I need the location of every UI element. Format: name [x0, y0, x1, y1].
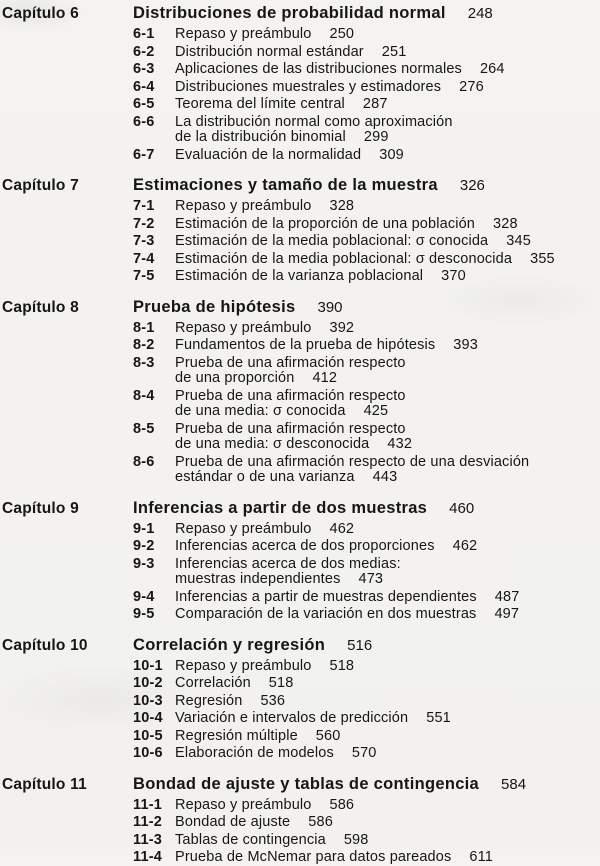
section-number: 11-3: [133, 831, 163, 848]
section-page-number: 570: [351, 745, 377, 761]
section-number: 7-2: [133, 215, 155, 232]
section-title-line: Comparación de la variación en dos muestras: [175, 606, 477, 622]
section-number: 10-6: [133, 745, 163, 761]
toc-section-row: [2, 321, 600, 337]
chapter-heading: [2, 636, 600, 655]
toc-section-row: [2, 27, 600, 43]
chapter-heading-text: [133, 4, 493, 23]
section-number: 8-1: [133, 319, 155, 336]
toc-section-row: [2, 694, 600, 710]
section-title-line: Prueba de una afirmación respecto de una desviación: [175, 453, 530, 470]
section-number: 9-4: [133, 588, 155, 605]
toc-section-row: [2, 80, 600, 96]
section-title-line: Teorema del límite central: [175, 96, 345, 112]
section-title-line: Prueba de McNemar para datos pareados: [175, 849, 452, 865]
section-title: [175, 539, 477, 555]
section-title: [175, 746, 377, 762]
toc-section-row: [2, 252, 600, 268]
section-number: 8-4: [133, 387, 155, 404]
section-title: [175, 269, 466, 285]
section-number: 8-5: [133, 420, 155, 437]
section-title: [175, 711, 451, 727]
chapter-label: Capítulo 8: [2, 298, 79, 316]
section-number: 10-2: [133, 675, 163, 691]
section-title: [175, 522, 354, 538]
section-number: 11-4: [133, 849, 163, 865]
toc-section-row: [2, 676, 600, 692]
section-title-line: Variación e intervalos de predicción: [175, 710, 409, 726]
section-page-number: 560: [315, 727, 341, 744]
section-title: [175, 97, 388, 113]
section-title-line: de la distribución binomial: [175, 129, 346, 145]
section-number: 6-2: [133, 43, 155, 60]
chapter-title: Correlación y regresión: [133, 635, 326, 654]
section-title-line: de una media: σ conocida: [175, 403, 346, 419]
section-number: 9-3: [133, 555, 155, 572]
chapter-heading: [2, 298, 600, 317]
chapter-title: Inferencias a partir de dos muestras: [133, 498, 428, 517]
toc-section-row: [2, 539, 600, 555]
chapter-page-number: 390: [317, 298, 343, 316]
section-number: 7-5: [133, 268, 155, 284]
section-number: 10-5: [133, 727, 163, 744]
section-title-line: Correlación: [175, 675, 251, 691]
section-number: 7-1: [133, 198, 155, 214]
section-title-line: Repaso y preámbulo: [175, 520, 312, 537]
chapter-sections: [2, 798, 600, 866]
chapter-page-number: 460: [449, 499, 475, 517]
section-number: 6-5: [133, 96, 155, 112]
chapter-label: Capítulo 10: [2, 636, 88, 654]
section-number: 9-1: [133, 520, 155, 537]
section-title-line: Repaso y preámbulo: [175, 796, 312, 813]
toc-section-row: [2, 833, 600, 849]
section-title: [175, 798, 354, 814]
section-title-line: Estimación de la media poblacional: σ conocida: [175, 233, 489, 249]
section-number: 8-3: [133, 354, 155, 371]
section-page-number: 287: [362, 96, 388, 112]
section-title-line: Prueba de una afirmación respecto: [175, 354, 406, 371]
section-page-number: 412: [312, 370, 338, 386]
toc-section-row: [2, 115, 600, 146]
section-number: 11-2: [133, 814, 163, 830]
toc-section-row: [2, 62, 600, 78]
toc-section-row: [2, 711, 600, 727]
section-title-line: Repaso y preámbulo: [175, 26, 312, 42]
toc-section-row: [2, 148, 600, 164]
section-page-number: 432: [387, 436, 413, 452]
chapter-heading-text: [133, 176, 485, 195]
section-number: 10-3: [133, 692, 163, 709]
section-page-number: 518: [329, 657, 355, 674]
section-title: [175, 590, 519, 606]
chapter-title: Estimaciones y tamaño de la muestra: [133, 176, 438, 194]
section-number: 6-7: [133, 146, 155, 163]
chapter-page-number: 248: [467, 5, 493, 22]
toc-section-row: [2, 590, 600, 606]
section-title-line: Estimación de la proporción de una población: [175, 215, 476, 232]
section-title-line: La distribución normal como aproximación: [175, 113, 453, 130]
chapter-page-number: 516: [347, 636, 373, 654]
chapter-sections: [2, 659, 600, 762]
chapter-sections: [2, 199, 600, 285]
toc-section-row: [2, 746, 600, 762]
section-title-line: Repaso y preámbulo: [175, 198, 312, 214]
section-page-number: 370: [441, 268, 466, 284]
section-page-number: 392: [329, 319, 355, 336]
chapter-heading-text: [133, 636, 372, 655]
section-page-number: 536: [260, 692, 286, 709]
section-number: 8-2: [133, 337, 155, 353]
toc-section-row: [2, 815, 600, 831]
section-title: [175, 252, 555, 268]
toc-section-row: [2, 97, 600, 113]
section-page-number: 473: [358, 571, 384, 587]
section-number: 10-4: [133, 710, 163, 726]
toc-section-row: [2, 356, 600, 387]
section-title-line: Inferencias acerca de dos proporciones: [175, 538, 435, 554]
section-title-line: de una proporción: [175, 370, 295, 386]
section-number: 7-4: [133, 250, 155, 267]
section-page-number: 309: [379, 146, 404, 163]
section-page-number: 328: [493, 215, 518, 232]
chapter-heading: [2, 499, 600, 518]
chapter-heading: [2, 775, 600, 794]
section-title-line: Distribución normal estándar: [175, 43, 364, 60]
chapter-label: Capítulo 11: [2, 775, 87, 793]
section-page-number: 443: [372, 469, 398, 485]
section-page-number: 598: [343, 831, 369, 848]
toc-section-row: [2, 522, 600, 538]
chapter-heading: [2, 176, 600, 195]
chapter-title: Prueba de hipótesis: [133, 297, 296, 316]
chapter-label: Capítulo 7: [2, 177, 79, 194]
section-title: [175, 27, 354, 43]
section-title-line: Prueba de una afirmación respecto: [175, 420, 406, 437]
section-page-number: 425: [363, 403, 389, 419]
chapter-heading-text: [133, 499, 474, 518]
chapter-title: Distribuciones de probabilidad normal: [133, 4, 446, 22]
toc-section-row: [2, 269, 600, 285]
section-page-number: 518: [268, 675, 294, 691]
section-number: 11-1: [133, 796, 163, 813]
section-page-number: 462: [452, 538, 478, 554]
table-of-contents: [2, 4, 600, 866]
section-title-line: Regresión: [175, 692, 243, 709]
section-title: [175, 455, 529, 486]
section-title: [175, 115, 453, 146]
section-title-line: Repaso y preámbulo: [175, 657, 312, 674]
section-number: 7-3: [133, 233, 155, 249]
toc-section-row: [2, 607, 600, 623]
section-page-number: 497: [494, 606, 520, 622]
chapter-label: Capítulo 6: [2, 5, 79, 22]
chapter-sections: [2, 522, 600, 623]
section-title: [175, 234, 531, 250]
toc-section-row: [2, 850, 600, 866]
toc-section-row: [2, 557, 600, 588]
section-number: 6-4: [133, 78, 155, 95]
section-title-line: Estimación de la varianza poblacional: [175, 268, 424, 284]
section-title-line: Bondad de ajuste: [175, 814, 291, 830]
chapter-title: Bondad de ajuste y tablas de contingencia: [133, 774, 480, 793]
chapter-block: [2, 636, 600, 762]
toc-section-row: [2, 729, 600, 745]
section-title: [175, 62, 505, 78]
section-title-line: de una media: σ desconocida: [175, 436, 370, 452]
section-page-number: 462: [329, 520, 355, 537]
toc-section-row: [2, 659, 600, 675]
section-page-number: 345: [506, 233, 531, 249]
section-page-number: 551: [426, 710, 451, 726]
section-number: 6-1: [133, 26, 155, 42]
section-title: [175, 80, 484, 96]
section-title-line: Repaso y preámbulo: [175, 319, 312, 336]
section-page-number: 328: [329, 198, 355, 214]
section-title: [175, 321, 354, 337]
section-title: [175, 338, 478, 354]
chapter-sections: [2, 27, 600, 163]
section-number: 9-2: [133, 538, 155, 554]
section-title: [175, 356, 406, 387]
chapter-block: [2, 775, 600, 866]
section-title-line: Evaluación de la normalidad: [175, 146, 362, 163]
section-page-number: 487: [494, 588, 520, 605]
section-number: 9-5: [133, 606, 155, 622]
chapter-heading-text: [133, 298, 343, 317]
section-title: [175, 815, 333, 831]
section-number: 6-3: [133, 61, 155, 77]
section-page-number: 393: [453, 337, 478, 353]
section-title-line: Elaboración de modelos: [175, 745, 334, 761]
section-page-number: 276: [459, 78, 484, 95]
chapter-block: [2, 176, 600, 285]
section-title: [175, 422, 412, 453]
section-page-number: 611: [469, 849, 493, 865]
section-title: [175, 45, 406, 61]
section-page-number: 250: [329, 26, 355, 42]
section-title-line: Estimación de la media poblacional: σ desconocida: [175, 250, 513, 267]
chapter-block: [2, 298, 600, 486]
chapter-label: Capítulo 9: [2, 499, 79, 517]
section-title: [175, 557, 401, 588]
section-title: [175, 729, 340, 745]
section-title-line: Distribuciones muestrales y estimadores: [175, 78, 442, 95]
section-title-line: Prueba de una afirmación respecto: [175, 387, 406, 404]
toc-section-row: [2, 455, 600, 486]
section-number: 6-6: [133, 113, 155, 130]
section-title: [175, 694, 285, 710]
section-title-line: Aplicaciones de las distribuciones normales: [175, 61, 462, 77]
chapter-page-number: 326: [459, 177, 485, 194]
section-title-line: Inferencias a partir de muestras dependientes: [175, 588, 477, 605]
section-page-number: 264: [479, 61, 505, 77]
toc-section-row: [2, 389, 600, 420]
chapter-sections: [2, 321, 600, 486]
chapter-block: [2, 4, 600, 163]
section-title-line: Inferencias acerca de dos medias:: [175, 555, 401, 572]
section-page-number: 251: [381, 43, 407, 60]
section-page-number: 355: [530, 250, 555, 267]
section-title-line: Fundamentos de la prueba de hipótesis: [175, 337, 436, 353]
section-title: [175, 659, 354, 675]
section-title: [175, 607, 519, 623]
section-page-number: 586: [308, 814, 333, 830]
chapter-heading-text: [133, 775, 526, 794]
toc-section-row: [2, 199, 600, 215]
section-title-line: Tablas de contingencia: [175, 831, 326, 848]
section-title: [175, 389, 406, 420]
section-page-number: 586: [329, 796, 355, 813]
section-title: [175, 833, 368, 849]
toc-section-row: [2, 234, 600, 250]
toc-section-row: [2, 798, 600, 814]
chapter-heading: [2, 4, 600, 23]
section-number: 8-6: [133, 453, 155, 470]
toc-section-row: [2, 217, 600, 233]
toc-section-row: [2, 422, 600, 453]
chapter-block: [2, 499, 600, 623]
toc-section-row: [2, 45, 600, 61]
section-title: [175, 199, 354, 215]
section-title: [175, 148, 404, 164]
section-title-line: muestras independientes: [175, 571, 341, 587]
toc-section-row: [2, 338, 600, 354]
section-page-number: 299: [363, 129, 389, 145]
section-title: [175, 217, 518, 233]
chapter-page-number: 584: [501, 775, 527, 793]
section-title-line: Regresión múltiple: [175, 727, 298, 744]
section-number: 10-1: [133, 657, 163, 674]
section-title: [175, 676, 293, 692]
section-title-line: estándar o de una varianza: [175, 469, 355, 485]
section-title: [175, 850, 493, 866]
